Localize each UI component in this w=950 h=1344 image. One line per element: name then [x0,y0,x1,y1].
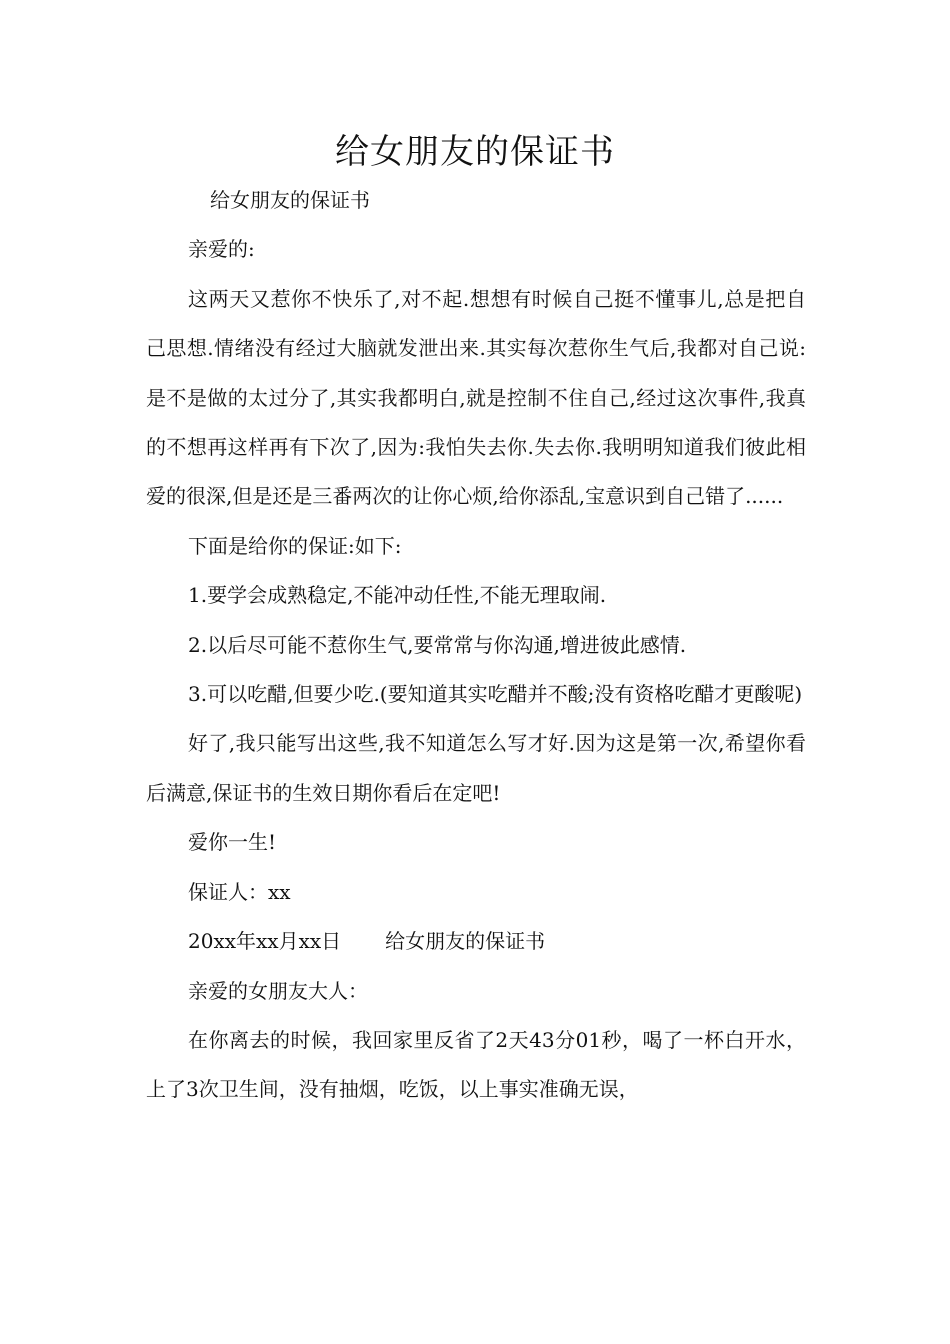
promise-item-2: 2.以后尽可能不惹你生气,要常常与你沟通,增进彼此感情. [188,632,687,657]
promise-item-1: 1.要学会成熟稳定,不能冲动任性,不能无理取闹. [188,583,607,608]
closing-paragraph: 好了,我只能写出这些,我不知道怎么写才好.因为这是第一次,希望你看后满意,保证书的生效日期你看后在定吧! [146,731,806,805]
document-title: 给女朋友的保证书 [335,132,615,172]
love-line: 爱你一生! [188,830,277,855]
subtitle-paragraph: 给女朋友的保证书 [210,188,370,212]
promise-intro-paragraph: 下面是给你的保证:如下: [188,533,402,558]
second-salutation: 亲爱的女朋友大人： [188,978,368,1003]
date-text: 20xx年xx月xx日 [188,929,342,954]
second-letter-paragraph: 在你离去的时候，我回家里反省了2天43分01秒，喝了一杯白开水，上了3次卫生间，没有抽烟，吃饭，以上事实准确无误， [146,1027,806,1102]
date-line [146,917,806,966]
document-body [146,176,806,1115]
apology-paragraph: 这两天又惹你不快乐了,对不起.想想有时候自己挺不懂事儿,总是把自己思想.情绪没有经过大脑就发泄出来.其实每次惹你生气后,我都对自己说:是不是做的太过分了,其实我都明白,就是控制不住自己,经过这次事件,我真的不想再这样再有下次了,因为:我怕失去你.失去你.我明明知道我们彼此相爱的很深,但是还是三番两次的让你心烦,给你添乱,宝意识到自己错了...... [146,286,806,509]
guarantor-line: 保证人：xx [188,879,291,904]
promise-item-3: 3.可以吃醋,但要少吃.(要知道其实吃醋并不酸;没有资格吃醋才更酸呢) [188,682,803,707]
second-letter-title: 给女朋友的保证书 [385,929,546,954]
salutation-paragraph: 亲爱的: [188,237,255,262]
